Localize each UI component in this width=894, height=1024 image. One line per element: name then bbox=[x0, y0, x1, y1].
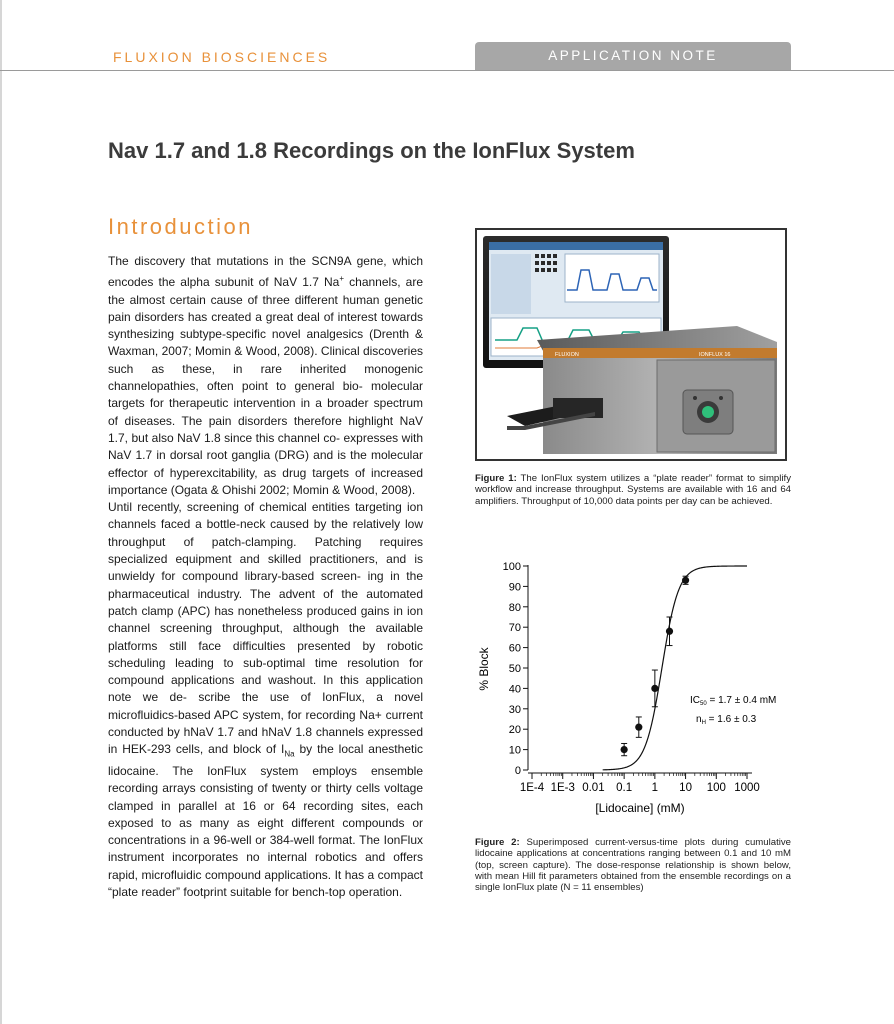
x-tick-label: 1E-4 bbox=[519, 782, 545, 794]
intro-p2-end: by the local anesthetic lidocaine. The IonFlux system employs ensemble recording arrays consisting of twenty or thirty cells voltage clamped in parallel at 16 or 64 recording sites, each exposed to as many as eight different compounds or concentrations in a 96-well or 384-well format. The IonFlux instrument incorporates no internal robotics and offers rapid, microfluidic compound applications. It has a compact “plate reader” footprint suitable for bench-top operation. bbox=[108, 742, 423, 900]
hill-sub: H bbox=[701, 720, 706, 726]
dose-response-svg bbox=[472, 552, 794, 822]
intro-paragraph-1 bbox=[108, 253, 423, 499]
x-ticks bbox=[520, 773, 760, 794]
introduction-body bbox=[108, 253, 423, 901]
y-tick-label: 90 bbox=[508, 581, 521, 594]
y-tick-label: 0 bbox=[514, 765, 521, 777]
dose-response-chart bbox=[472, 552, 794, 822]
ic50-sub: 50 bbox=[700, 701, 707, 707]
application-note-tab: APPLICATION NOTE bbox=[475, 42, 791, 70]
y-tick-label: 80 bbox=[508, 601, 521, 614]
y-tick-label: 10 bbox=[508, 744, 521, 757]
x-tick-label: 1 bbox=[651, 782, 659, 794]
figure-1-label: Figure 1: bbox=[475, 473, 517, 484]
intro-p1-sup: + bbox=[339, 274, 345, 284]
device-brand-text: FLUXION bbox=[555, 352, 579, 358]
ic50-annotation bbox=[690, 695, 776, 707]
data-point bbox=[621, 746, 628, 753]
intro-p2-sub: Na bbox=[284, 749, 295, 759]
intro-p1-start: The discovery that mutations in the SCN9A gene, which encodes the alpha subunit of NaV 1.7 Na bbox=[108, 254, 423, 290]
y-tick-label: 30 bbox=[508, 703, 521, 716]
page-title: Nav 1.7 and 1.8 Recordings on the IonFlux System bbox=[108, 138, 635, 163]
y-axis-label: % Block bbox=[477, 647, 491, 691]
x-axis-label: [Lidocaine] (mM) bbox=[595, 801, 685, 815]
figure-2-label: Figure 2: bbox=[475, 837, 520, 848]
data-point bbox=[651, 685, 658, 692]
hill-annotation bbox=[696, 714, 757, 726]
figure-2-caption bbox=[475, 837, 791, 893]
x-tick-label: 0.01 bbox=[582, 782, 605, 794]
y-ticks bbox=[503, 561, 528, 777]
hill-value: = 1.6 ± 0.3 bbox=[705, 714, 757, 725]
figure-1-caption bbox=[475, 473, 791, 507]
y-tick-label: 40 bbox=[508, 683, 521, 696]
y-tick-label: 50 bbox=[508, 663, 521, 675]
x-tick-label: 1000 bbox=[734, 782, 760, 794]
x-tick-label: 1E-3 bbox=[550, 782, 575, 794]
y-tick-label: 70 bbox=[508, 622, 521, 635]
hill-label: n bbox=[696, 714, 702, 725]
data-point bbox=[682, 577, 689, 584]
ic50-label: IC bbox=[690, 695, 700, 706]
intro-p1-end: channels, are the almost certain cause of three different human genetic pain disorders has created a great deal of interest towards synthesizing subtype-specific novel analgesics (Drenth & Waxman, 2007; Momin & Wood, 2008). Clinical discoveries such as these, in rare inherited monogenic channelopathies, often point to general bio- molecular targets for therapeutic intervention in a broader spectrum of diseases. The pain disorders therefore highlight NaV 1.7, but also NaV 1.8 since this channel co- expresses with NaV 1.7 in dorsal root ganglia (DRG) and is the molecular effector of hyperexcitability, as drug targets of increased importance (Ogata & Ohishi 2002; Momin & Wood, 2008). bbox=[108, 275, 423, 497]
intro-paragraph-2 bbox=[108, 499, 423, 901]
y-tick-label: 100 bbox=[502, 561, 521, 573]
figure-2-text: Superimposed current-versus-time plots during cumulative lidocaine applications at concentrations ranging between 0.1 and 10 mM (top, screen capture). The dose-response relationship is shown below, with mean Hill fit parameters obtained from the ensemble recordings on a single IonFlux plate (N = 11 ensembles) bbox=[475, 837, 792, 894]
x-tick-label: 100 bbox=[706, 782, 726, 794]
intro-p2-start: Until recently, screening of chemical entities targeting ion channels faced a bottle-neck caused by the relatively low throughput of patch-clamping. Patching requires specialized equipment and skilled practitioners, and is unwieldy for compound library-based screen- ing in the pharmaceutical industry. The advent of the automated patch clamp (APC) has nonetheless produced gains in ion channel screening throughput, although the available platforms still face difficulties presented by robotic scheduling leading to sub-optimal time resolution for compound applications and washout. In this application note we de- scribe the use of IonFlux, a novel microfluidics-based APC system, for recording Na+ current conducted by hNaV 1.7 and hNaV 1.8 channels expressed in HEK-293 cells, and block of I bbox=[108, 500, 423, 757]
page-edge bbox=[0, 0, 2, 1024]
device-model-text: IONFLUX 16 bbox=[699, 352, 731, 358]
x-tick-label: 0.1 bbox=[616, 782, 633, 794]
instrument bbox=[507, 326, 777, 454]
hill-fit-curve bbox=[603, 566, 747, 770]
figure-1-text: The IonFlux system utilizes a “plate reader” format to simplify workflow and increase throughput. Systems are available with 16 and 64 amplifiers. Throughput of 10,000 data points per day can be achieved. bbox=[475, 473, 791, 507]
y-tick-label: 60 bbox=[508, 642, 521, 655]
y-tick-label: 20 bbox=[508, 724, 521, 737]
introduction-heading: Introduction bbox=[108, 214, 253, 239]
ionflux-photo bbox=[475, 228, 787, 461]
ic50-value: = 1.7 ± 0.4 mM bbox=[706, 695, 777, 706]
ionflux-illustration bbox=[477, 230, 785, 459]
data-point bbox=[635, 724, 642, 731]
x-tick-label: 10 bbox=[679, 782, 692, 794]
header-rule bbox=[0, 70, 894, 71]
data-points bbox=[621, 576, 690, 756]
data-point bbox=[666, 628, 673, 635]
brand-name: FLUXION BIOSCIENCES bbox=[113, 49, 331, 65]
